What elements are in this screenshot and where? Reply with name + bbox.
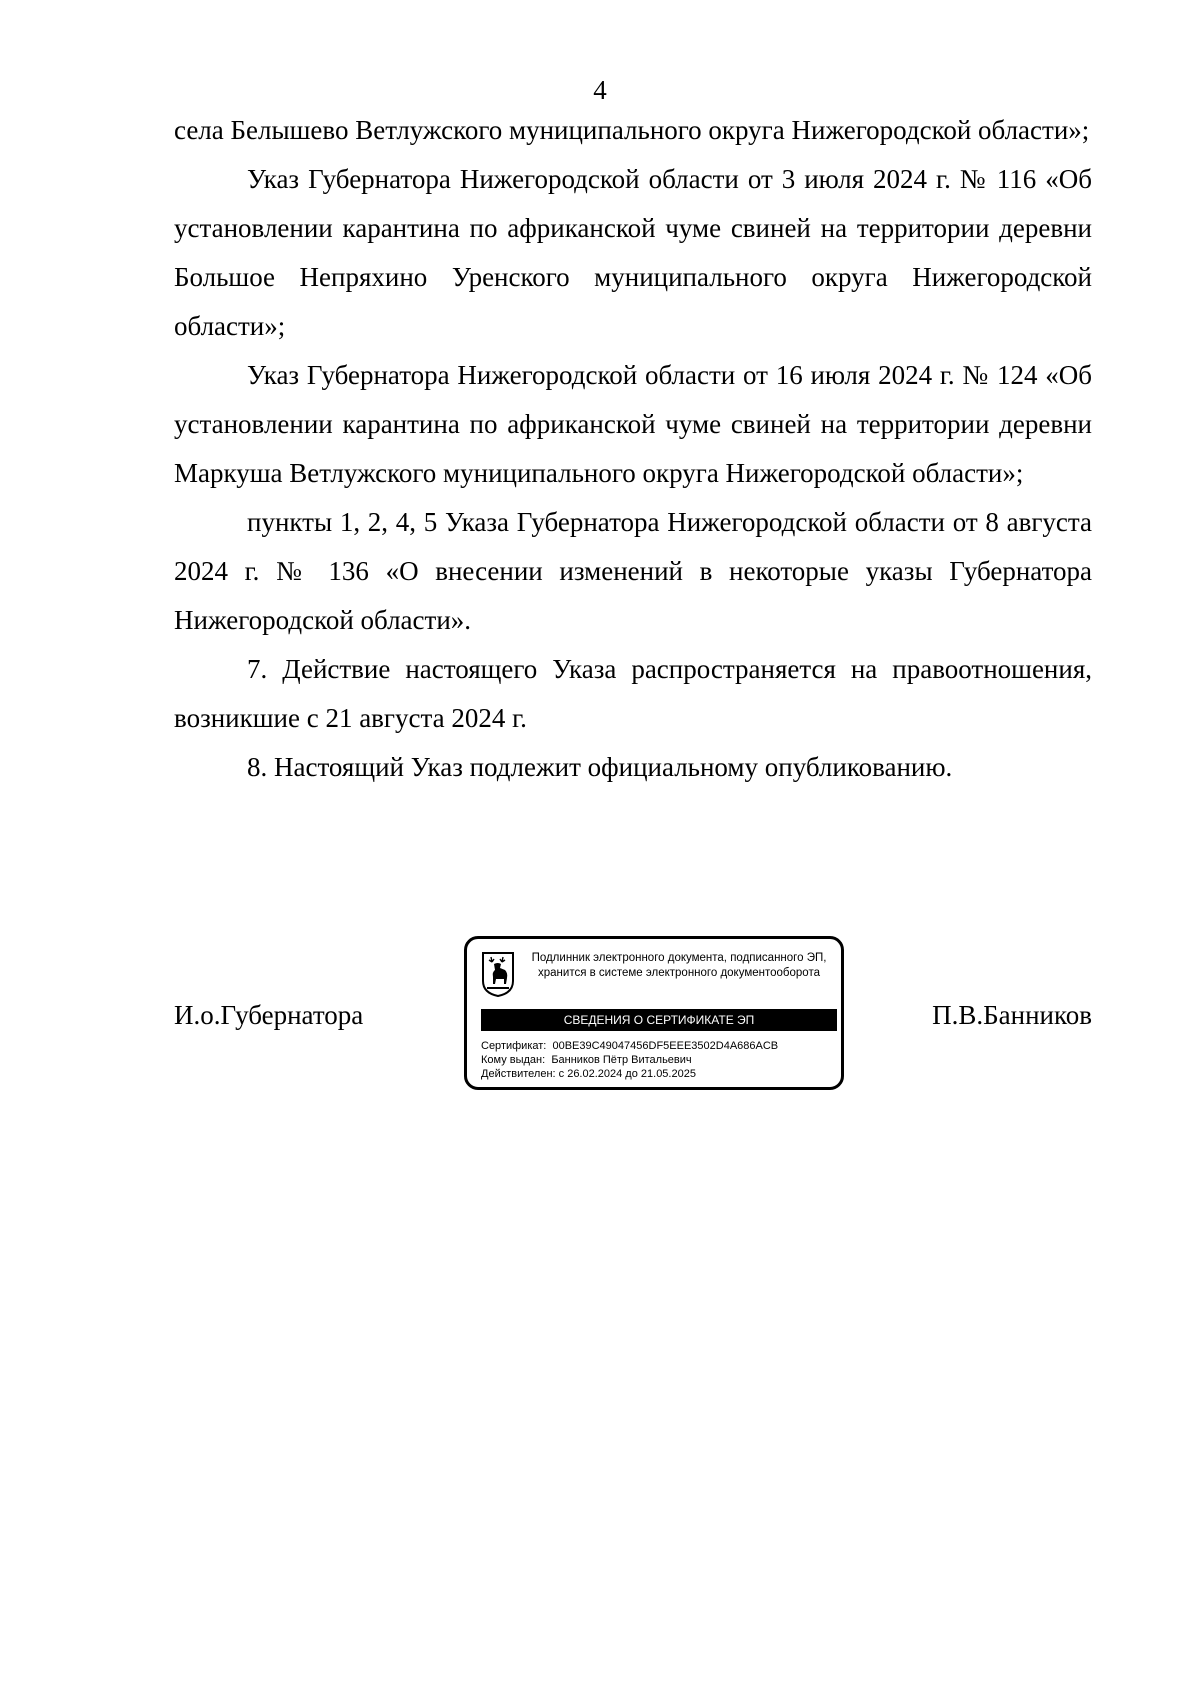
deer-coat-of-arms-icon <box>481 951 515 997</box>
stamp-header <box>523 951 835 981</box>
signer-name: П.В.Банников <box>932 1000 1092 1030</box>
valid-label: Действителен: <box>481 1068 556 1080</box>
document-body <box>174 106 1092 792</box>
paragraph-6: 8. Настоящий Указ подлежит официальному опубликованию. <box>247 752 953 782</box>
cert-label: Сертификат: <box>481 1040 547 1052</box>
paragraph-5: 7. Действие настоящего Указа распространяется на правоотношения, возникшие с 21 августа 2024 г. <box>174 654 1092 733</box>
cert-value: 00BE39C49047456DF5EEE3502D4A686ACB <box>552 1040 779 1052</box>
signer-position: И.о.Губернатора <box>174 1000 364 1030</box>
issued-label: Кому выдан: <box>481 1054 546 1066</box>
valid-value: с 26.02.2024 до 21.05.2025 <box>558 1068 696 1080</box>
stamp-header-line-1: Подлинник электронного документа, подписанного ЭП, <box>531 952 827 964</box>
paragraph-2: Указ Губернатора Нижегородской области от 3 июля 2024 г. № 116 «Об установлении карантина по африканской чуме свиней на территории деревни Большое Непряхино Уренского муниципального округа Нижегородской области»; <box>174 164 1092 341</box>
cert-row <box>481 1039 837 1053</box>
paragraph-3: Указ Губернатора Нижегородской области от 16 июля 2024 г. № 124 «Об установлении карантина по африканской чуме свиней на территории деревни Маркуша Ветлужского муниципального округа Нижегородской области»; <box>174 360 1092 488</box>
stamp-certificate-info <box>481 1039 837 1081</box>
issued-row <box>481 1053 837 1067</box>
page-number: 4 <box>593 75 607 105</box>
paragraph-4: пункты 1, 2, 4, 5 Указа Губернатора Нижегородской области от 8 августа 2024 г. № 136 «О внесении изменений в некоторые указы Губернатора Нижегородской области». <box>174 507 1092 635</box>
stamp-certificate-bar: СВЕДЕНИЯ О СЕРТИФИКАТЕ ЭП <box>481 1009 837 1031</box>
electronic-signature-stamp <box>464 936 844 1090</box>
stamp-header-line-2: хранится в системе электронного документооборота <box>538 967 820 979</box>
issued-value: Банников Пётр Витальевич <box>551 1054 692 1066</box>
paragraph-1: села Белышево Ветлужского муниципального округа Нижегородской области»; <box>174 115 1090 145</box>
valid-row <box>481 1067 837 1081</box>
